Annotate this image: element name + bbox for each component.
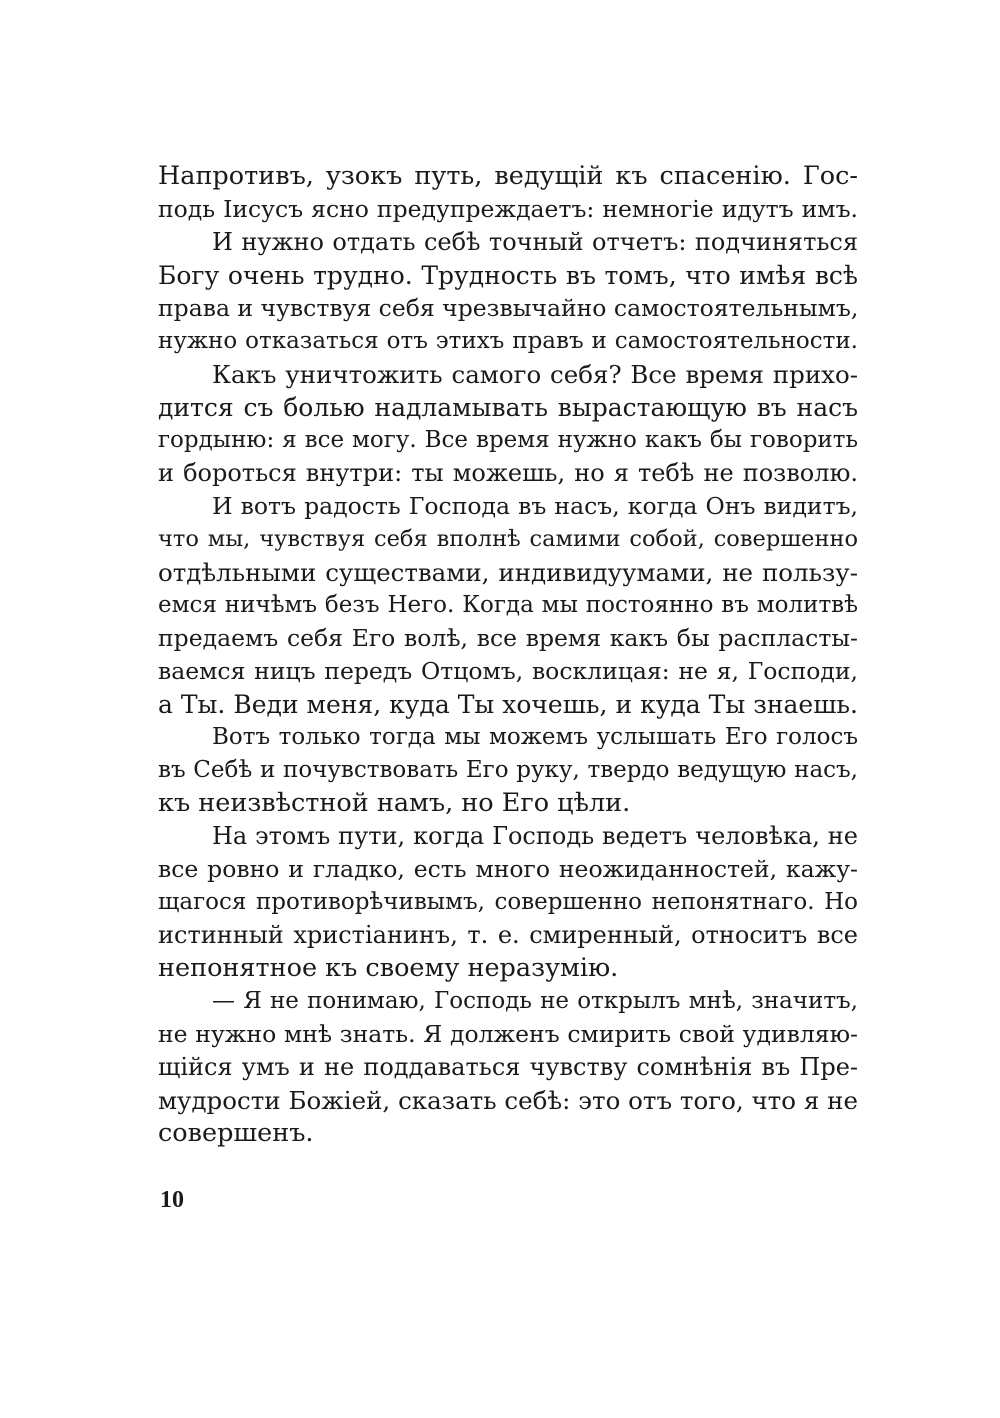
- text-line: емся ничѣмъ безъ Него. Когда мы постоянно въ молитвѣ: [158, 592, 858, 618]
- paragraph-start-line: — Я не понимаю, Господь не открылъ мнѣ, значитъ,: [212, 988, 858, 1014]
- page-number: 10: [160, 1187, 184, 1213]
- paragraph-start-line: Какъ уничтожить самого себя? Все время прихо-: [212, 360, 858, 389]
- paragraph-start-line: Вотъ только тогда мы можемъ услышать Его голосъ: [212, 724, 858, 750]
- paragraph-end-line: къ неизвѣстной намъ, но Его цѣли.: [158, 788, 631, 818]
- text-line: дится съ болью надламывать вырастающую въ насъ: [158, 393, 858, 422]
- paragraph-start-line: На этомъ пути, когда Господь ведетъ человѣка, не: [212, 822, 858, 850]
- text-line: не нужно мнѣ знать. Я долженъ смирить свой удивляю-: [158, 1020, 858, 1048]
- text-line: предаемъ себя Его волѣ, все время какъ бы распласты-: [158, 624, 858, 652]
- paragraph-end-line: совершенъ.: [158, 1118, 314, 1148]
- text-line: ваемся ницъ передъ Отцомъ, восклицая: не я, Господи,: [158, 657, 858, 685]
- text-line: и бороться внутри: ты можешь, но я тебѣ не позволю.: [158, 459, 858, 487]
- text-line: права и чувствуя себя чрезвычайно самостоятельнымъ,: [158, 294, 859, 322]
- paragraph-start-line: И нужно отдать себѣ точный отчетъ: подчиняться: [212, 228, 858, 256]
- paragraph-start-line: И вотъ радость Господа въ насъ, когда Онъ видитъ,: [212, 492, 858, 520]
- text-line: въ Себѣ и почувствовать Его руку, твердо ведущую насъ,: [158, 757, 858, 783]
- text-line: Напротивъ, узокъ путь, ведущій къ спасенію. Гос-: [158, 161, 858, 191]
- text-line: Богу очень трудно. Трудность въ томъ, что имѣя всѣ: [158, 261, 858, 290]
- text-line: отдѣльными существами, индивидуумами, не пользу-: [158, 558, 858, 587]
- text-line: а Ты. Веди меня, куда Ты хочешь, и куда Ты знаешь.: [158, 690, 858, 719]
- text-line: истинный христіанинъ, т. е. смиренный, относитъ все: [158, 921, 858, 949]
- text-line: щійся умъ и не поддаваться чувству сомнѣнія въ Пре-: [158, 1053, 858, 1081]
- text-line: мудрости Божіей, сказать себѣ: это отъ того, что я не: [158, 1086, 858, 1115]
- text-line: гордыню: я все могу. Все время нужно какъ бы говорить: [158, 427, 858, 453]
- text-line: нужно отказаться отъ этихъ правъ и самостоятельности.: [158, 328, 858, 354]
- body-text: [158, 160, 858, 1150]
- text-line: что мы, чувствуя себя вполнѣ самими собой, совершенно: [158, 526, 858, 552]
- text-line: все ровно и гладко, есть много неожиданностей, кажу-: [158, 855, 858, 883]
- text-line: подь Іисусъ ясно предупреждаетъ: немногіе идутъ имъ.: [158, 195, 858, 223]
- paragraph-end-line: непонятное къ своему неразумію.: [158, 953, 619, 983]
- text-line: щагося противорѣчивымъ, совершенно непонятнаго. Но: [158, 889, 858, 915]
